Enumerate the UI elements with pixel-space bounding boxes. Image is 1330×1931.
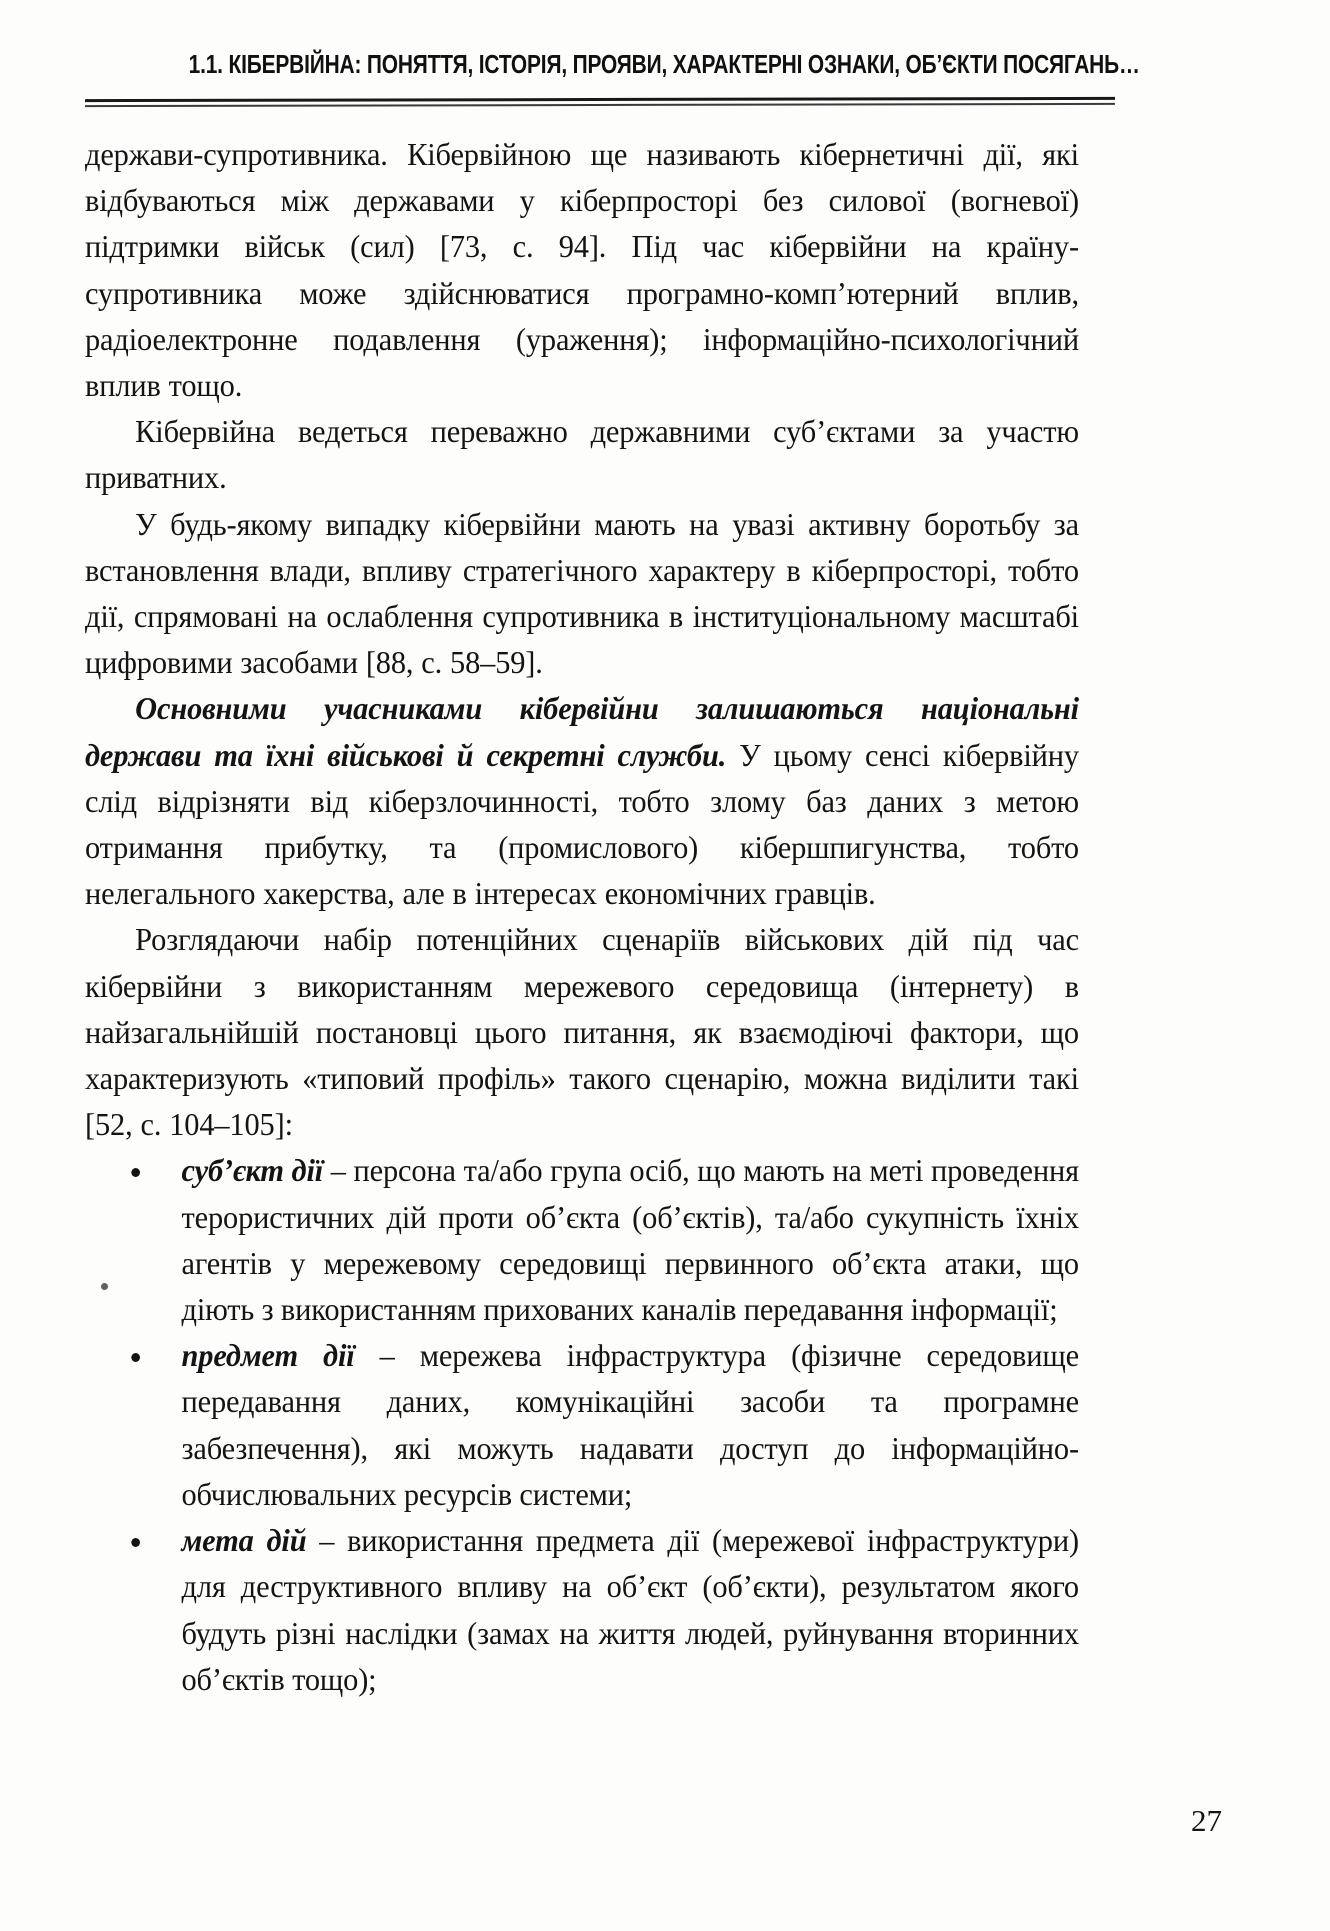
header-rule-line-top bbox=[85, 97, 1115, 102]
paragraph-4 bbox=[85, 686, 1079, 917]
paragraph-4-emphasis: Основними учасниками кібервійни залишаються національні держави та їхні військові й секретні служби. bbox=[85, 691, 1079, 773]
bullet-dot-icon bbox=[131, 1168, 140, 1177]
scan-artifact-speck bbox=[101, 1283, 108, 1290]
list-item bbox=[85, 1148, 1079, 1333]
body-text-column bbox=[85, 132, 1115, 1703]
header-rule bbox=[85, 98, 1115, 107]
bullet-dot-icon bbox=[131, 1538, 140, 1547]
bullet-dot-icon bbox=[131, 1353, 140, 1362]
list-item-term: предмет дії bbox=[181, 1338, 355, 1374]
list-item bbox=[85, 1518, 1079, 1703]
paragraph-5: Розглядаючи набір потенційних сценаріїв військових дій під час кібервійни з використанням мережевого середовища (інтернету) в найзагальнійшій постановці цього питання, як взаємодіючі фактори, що характеризують «типовий профіль» такого сценарію, можна виділити такі [52, с. 104–105]: bbox=[85, 922, 1079, 1143]
paragraph-2: Кібервійна ведеться переважно державними суб’єктами за участю приватних. bbox=[85, 414, 1079, 496]
paragraph-3: У будь-якому випадку кібервійни мають на увазі активну боротьбу за встановлення влади, впливу стратегічного характеру в кіберпросторі, тобто дії, спрямовані на ослаблення супротивника в інституціональному масштабі цифровими засобами [88, с. 58–59]. bbox=[85, 506, 1079, 681]
list-item-text: – мережева інфраструктура (фізичне середовище передавання даних, комунікаційні засоби та програмне забезпечення), які можуть надавати доступ до інформаційно-обчислювальних ресурсів системи; bbox=[181, 1338, 1079, 1512]
list-item-term: суб’єкт дії bbox=[181, 1153, 324, 1189]
list-item-term: мета дій bbox=[181, 1523, 307, 1559]
paragraph-4-rest: У цьому сенсі кібервійну слід відрізняти від кіберзлочинності, тобто злому баз даних з метою отримання прибутку, та (промислового) кібершпигунства, тобто нелегального хакерства, але в інтересах економічних гравців. bbox=[85, 737, 1079, 912]
paragraph-1: держави-супротивника. Кібервійною ще називають кібернетичні дії, які відбуваються між державами у кіберпросторі без силової (вогневої) підтримки військ (сил) [73, с. 94]. Під час кібервійни на країну-супротивника може здійснюватися програмно-комп’ютерний вплив, радіоелектронне подавлення (ураження); інформаційно-психологічний вплив тощо. bbox=[85, 137, 1079, 404]
bullet-list bbox=[85, 1148, 1115, 1702]
header-rule-line-bottom bbox=[85, 103, 1115, 107]
running-head: 1.1. КІБЕРВІЙНА: ПОНЯТТЯ, ІСТОРІЯ, ПРОЯВИ, ХАРАКТЕРНІ ОЗНАКИ, ОБ’ЄКТИ ПОСЯГАНЬ… bbox=[188, 51, 1140, 79]
list-item-text: – використання предмета дії (мережевої інфраструктури) для деструктивного впливу на об’єкт (об’єкти), результатом якого будуть різні наслідки (замах на життя людей, руйнування вторинних об’єктів тощо); bbox=[181, 1523, 1079, 1697]
page-number: 27 bbox=[1191, 1803, 1222, 1838]
list-item-text: – персона та/або група осіб, що мають на меті проведення терористичних дій проти об’єкта (об’єктів), та/або сукупність їхніх агентів у мережевому середовищі первинного об’єкта атаки, що діють з використанням прихованих каналів передавання інформації; bbox=[181, 1153, 1079, 1328]
list-item bbox=[85, 1333, 1079, 1518]
page-content-area bbox=[85, 0, 1235, 1931]
